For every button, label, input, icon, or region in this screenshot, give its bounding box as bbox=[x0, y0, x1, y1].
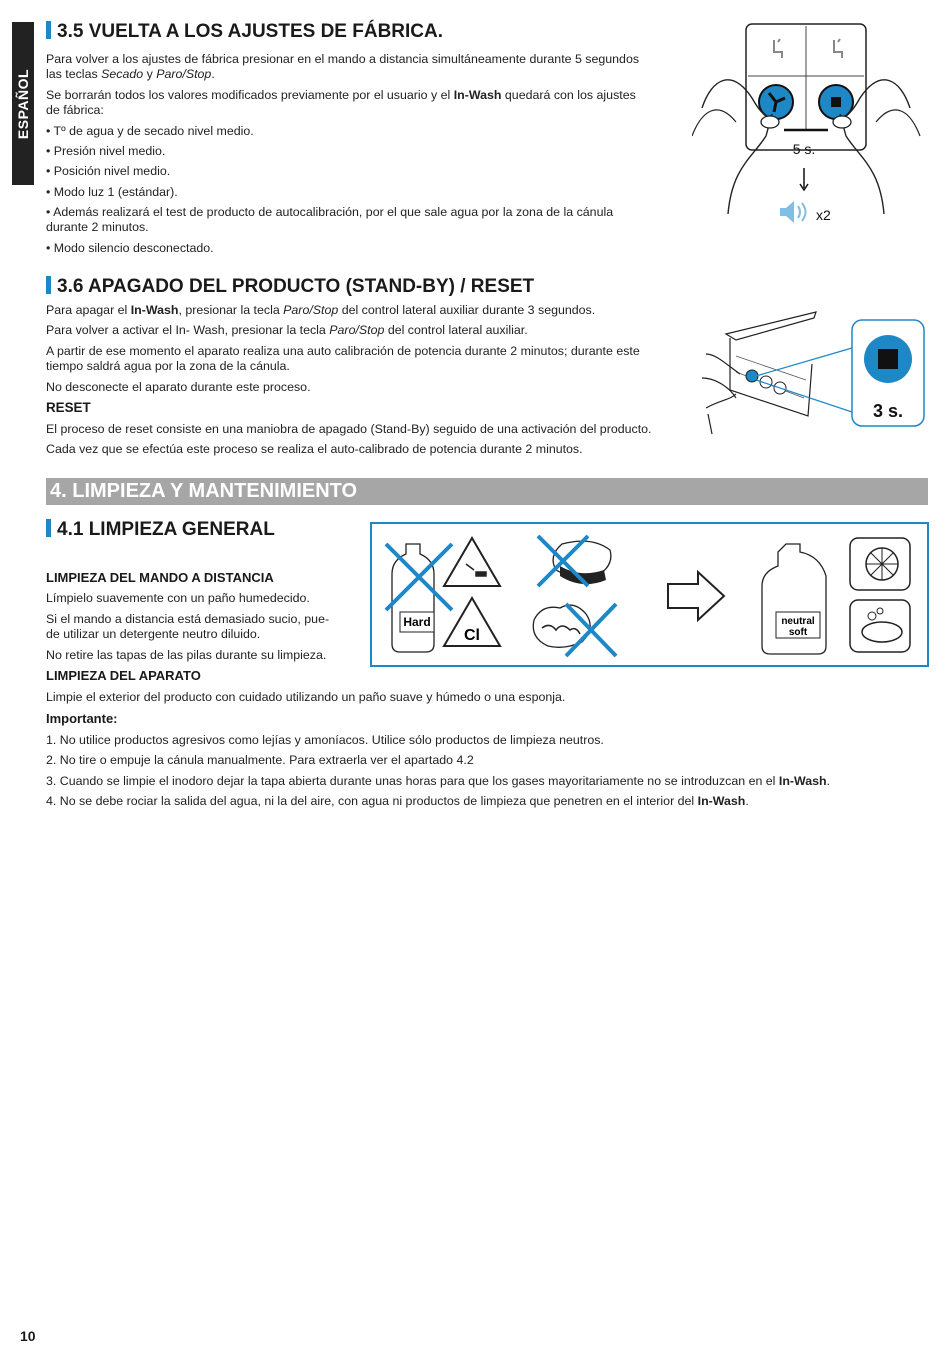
s41-r3: No retire las tapas de las pilas durante su limpieza. bbox=[46, 648, 327, 662]
hard-label: Hard bbox=[403, 615, 431, 629]
s35-item: • Modo silencio desconectado. bbox=[46, 241, 214, 255]
reset-title: RESET bbox=[46, 400, 91, 415]
s35-p2a: Se borrarán todos los valores modificados previamente por el usuario y el In-Wash quedará con los ajustes bbox=[46, 88, 636, 102]
side-control-figure bbox=[696, 304, 928, 438]
chlorine-label: Cl bbox=[464, 627, 480, 644]
s35-item: • Modo luz 1 (estándar). bbox=[46, 185, 178, 199]
s36-l2: Para volver a activar el In- Wash, presionar la tecla Paro/Stop del control lateral auxiliar. bbox=[46, 323, 528, 337]
soft-label: soft bbox=[788, 627, 808, 638]
s41-r1: Límpielo suavemente con un paño humedecido. bbox=[46, 591, 310, 605]
beep-count-label: x2 bbox=[816, 207, 831, 223]
s41-n3: 3. Cuando se limpie el inodoro dejar la tapa abierta durante unas horas para que los gases mayoritariamente no se introduzcan en el In-Wash. bbox=[46, 774, 831, 788]
neutral-label: neutral bbox=[781, 616, 815, 627]
remote-cleaning-title: LIMPIEZA DEL MANDO A DISTANCIA bbox=[46, 570, 274, 585]
s35-item: durante 2 minutos. bbox=[46, 220, 149, 234]
s36-l1: Para apagar el In-Wash, presionar la tecla Paro/Stop del control lateral auxiliar durante 3 segundos. bbox=[46, 303, 596, 317]
section-4-1-title: 4.1 LIMPIEZA GENERAL bbox=[46, 519, 275, 541]
s41-r2b: de utilizar un detergente neutro diluido. bbox=[46, 627, 261, 641]
section-3-6-title: 3.6 APAGADO DEL PRODUCTO (STAND-BY) / RESET bbox=[46, 276, 534, 298]
chlorine-warning-icon bbox=[444, 598, 500, 646]
soap-icon bbox=[850, 600, 910, 652]
s41-d1: Limpie el exterior del producto con cuidado utilizando un paño suave y húmedo o una esponja. bbox=[46, 690, 566, 704]
s35-item: • Posición nivel medio. bbox=[46, 164, 171, 178]
section-4-bar bbox=[46, 478, 928, 505]
lemon-icon bbox=[850, 538, 910, 590]
s41-r2a: Si el mando a distancia está demasiado sucio, pue- bbox=[46, 612, 330, 626]
s36-l3b: tiempo saldrá agua por la zona de la cánula. bbox=[46, 359, 290, 373]
remote-time-label: 5 s. bbox=[792, 141, 816, 157]
s41-n2: 2. No tire o empuje la cánula manualmente. Para extraerla ver el apartado 4.2 bbox=[46, 753, 474, 767]
s36-l4: No desconecte el aparato durante este proceso. bbox=[46, 380, 311, 394]
section-4-title: 4. LIMPIEZA Y MANTENIMIENTO bbox=[50, 480, 358, 502]
important-title: Importante: bbox=[46, 711, 118, 726]
s36-l3a: A partir de ese momento el aparato realiza una auto calibración de potencia durante 2 minutos; durante este bbox=[46, 344, 640, 358]
side-time-label: 3 s. bbox=[872, 401, 904, 421]
s35-p1a: Para volver a los ajustes de fábrica presionar en el mando a distancia simultáneamente durante 5 segundos bbox=[46, 52, 640, 66]
page-number: 10 bbox=[20, 1328, 36, 1344]
language-label: ESPAÑOL bbox=[15, 68, 31, 139]
s35-item: • Además realizará el test de producto de autocalibración, por el que sale agua por la zona de la cánula bbox=[46, 205, 614, 219]
remote-control-figure bbox=[692, 18, 928, 236]
section-3-5-title: 3.5 VUELTA A LOS AJUSTES DE FÁBRICA. bbox=[46, 21, 443, 43]
s35-p1b: las teclas Secado y Paro/Stop. bbox=[46, 67, 215, 81]
s35-item: • Presión nivel medio. bbox=[46, 144, 166, 158]
s41-n4: 4. No se debe rociar la salida del agua, ni la del aire, con agua ni productos de limpieza que penetren en el interior del In-Wash. bbox=[46, 794, 749, 808]
s41-n1: 1. No utilice productos agresivos como lejías y amoníacos. Utilice sólo productos de limpieza neutros. bbox=[46, 733, 604, 747]
s36-l6: Cada vez que se efectúa este proceso se realiza el auto-calibrado de potencia durante 2 minutos. bbox=[46, 442, 583, 456]
neutral-bottle-icon bbox=[762, 544, 826, 654]
cleaning-products-figure bbox=[370, 522, 929, 667]
arrow-right-icon bbox=[668, 572, 724, 620]
s35-item: • Tº de agua y de secado nivel medio. bbox=[46, 124, 254, 138]
s35-p2b: de fábrica: bbox=[46, 103, 104, 117]
device-cleaning-title: LIMPIEZA DEL APARATO bbox=[46, 668, 201, 683]
s36-l5: El proceso de reset consiste en una maniobra de apagado (Stand-By) seguido de una activación del producto. bbox=[46, 422, 652, 436]
language-tab bbox=[12, 22, 34, 185]
